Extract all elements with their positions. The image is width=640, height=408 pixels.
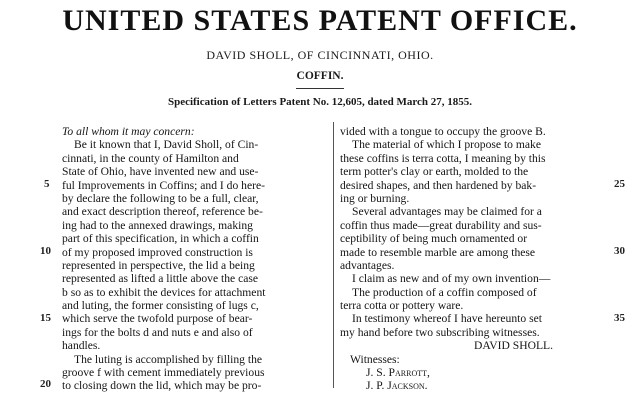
text-line: In testimony whereof I have hereunto set — [352, 312, 542, 326]
text-line: and luting, the former consisting of lugs c, — [62, 299, 259, 313]
signature-name: DAVID SHOLL. — [474, 339, 554, 353]
line-number: 25 — [614, 178, 625, 190]
text-line: to closing down the lid, which may be pro- — [62, 379, 262, 393]
salutation: To all whom it may concern: — [62, 125, 195, 138]
text-line: vided with a tongue to occupy the groove B. — [340, 125, 546, 138]
right-column — [340, 125, 610, 393]
text-line: Several advantages may be claimed for a — [352, 205, 542, 219]
text-line: Be it known that I, David Sholl, of Cin- — [74, 138, 259, 152]
text-line: by declare the following to be a full, clear, — [62, 191, 259, 205]
line-number: 10 — [40, 245, 51, 257]
text-line: ings for the bolts d and nuts e and also of — [62, 325, 253, 339]
line-number: 15 — [40, 312, 51, 324]
text-line: groove f with cement immediately previous — [62, 366, 265, 380]
patent-office-title: UNITED STATES PATENT OFFICE. — [62, 4, 578, 37]
text-line: term potter's clay or earth, molded to the — [340, 165, 529, 179]
text-line: The material of which I propose to make — [352, 138, 541, 152]
specification-line: Specification of Letters Patent No. 12,605, dated March 27, 1855. — [167, 96, 473, 108]
text-line: terra cotta or pottery ware. — [340, 299, 464, 313]
witness-name: J. S. Parrott, — [366, 366, 430, 380]
text-line: represented as lifted a little above the case — [62, 272, 259, 286]
line-number: 35 — [614, 312, 625, 324]
text-line: I claim as new and of my own invention— — [352, 272, 551, 286]
text-line: my hand before two subscribing witnesses. — [340, 325, 540, 339]
text-line: made to resemble marble are among these — [340, 245, 536, 259]
line-number: 30 — [614, 245, 625, 257]
text-line: The production of a coffin composed of — [352, 285, 537, 299]
text-line: b so as to exhibit the devices for attachment — [62, 285, 266, 299]
text-line: part of this specification, in which a coffin — [62, 232, 259, 246]
text-line: coffin thus made—great durability and sus- — [340, 218, 542, 232]
text-line: which serve the twofold purpose of bear- — [62, 312, 253, 326]
witnesses-label: Witnesses: — [350, 352, 400, 366]
inventor-line: DAVID SHOLL, OF CINCINNATI, OHIO. — [206, 48, 434, 62]
patent-subject: COFFIN. — [296, 70, 344, 82]
text-line: advantages. — [340, 258, 395, 272]
column-divider — [333, 122, 334, 388]
text-line: cinnati, in the county of Hamilton and — [62, 151, 239, 165]
line-number: 20 — [40, 378, 51, 390]
subject-underline — [296, 88, 344, 89]
text-line: of my proposed improved construction is — [62, 245, 253, 259]
text-line: these coffins is terra cotta, I meaning by this — [340, 151, 546, 165]
text-line: desired shapes, and then hardened by bak- — [340, 178, 537, 192]
text-line: ful Improvements in Coffins; and I do here- — [62, 178, 265, 192]
line-number: 5 — [44, 178, 50, 190]
text-line: ceptibility of being much ornamented or — [340, 232, 528, 246]
text-line: State of Ohio, have invented new and use- — [62, 165, 259, 179]
text-line: ing or burning. — [340, 191, 410, 205]
witness-name: J. P. Jackson. — [366, 379, 428, 393]
left-column — [62, 125, 328, 393]
text-line: handles. — [62, 339, 101, 353]
text-line: and exact description thereof, reference be- — [62, 205, 263, 219]
text-line: The luting is accomplished by filling the — [74, 352, 263, 366]
text-line: ing had to the annexed drawings, making — [62, 218, 253, 232]
text-line: represented in perspective, the lid a being — [62, 258, 255, 272]
